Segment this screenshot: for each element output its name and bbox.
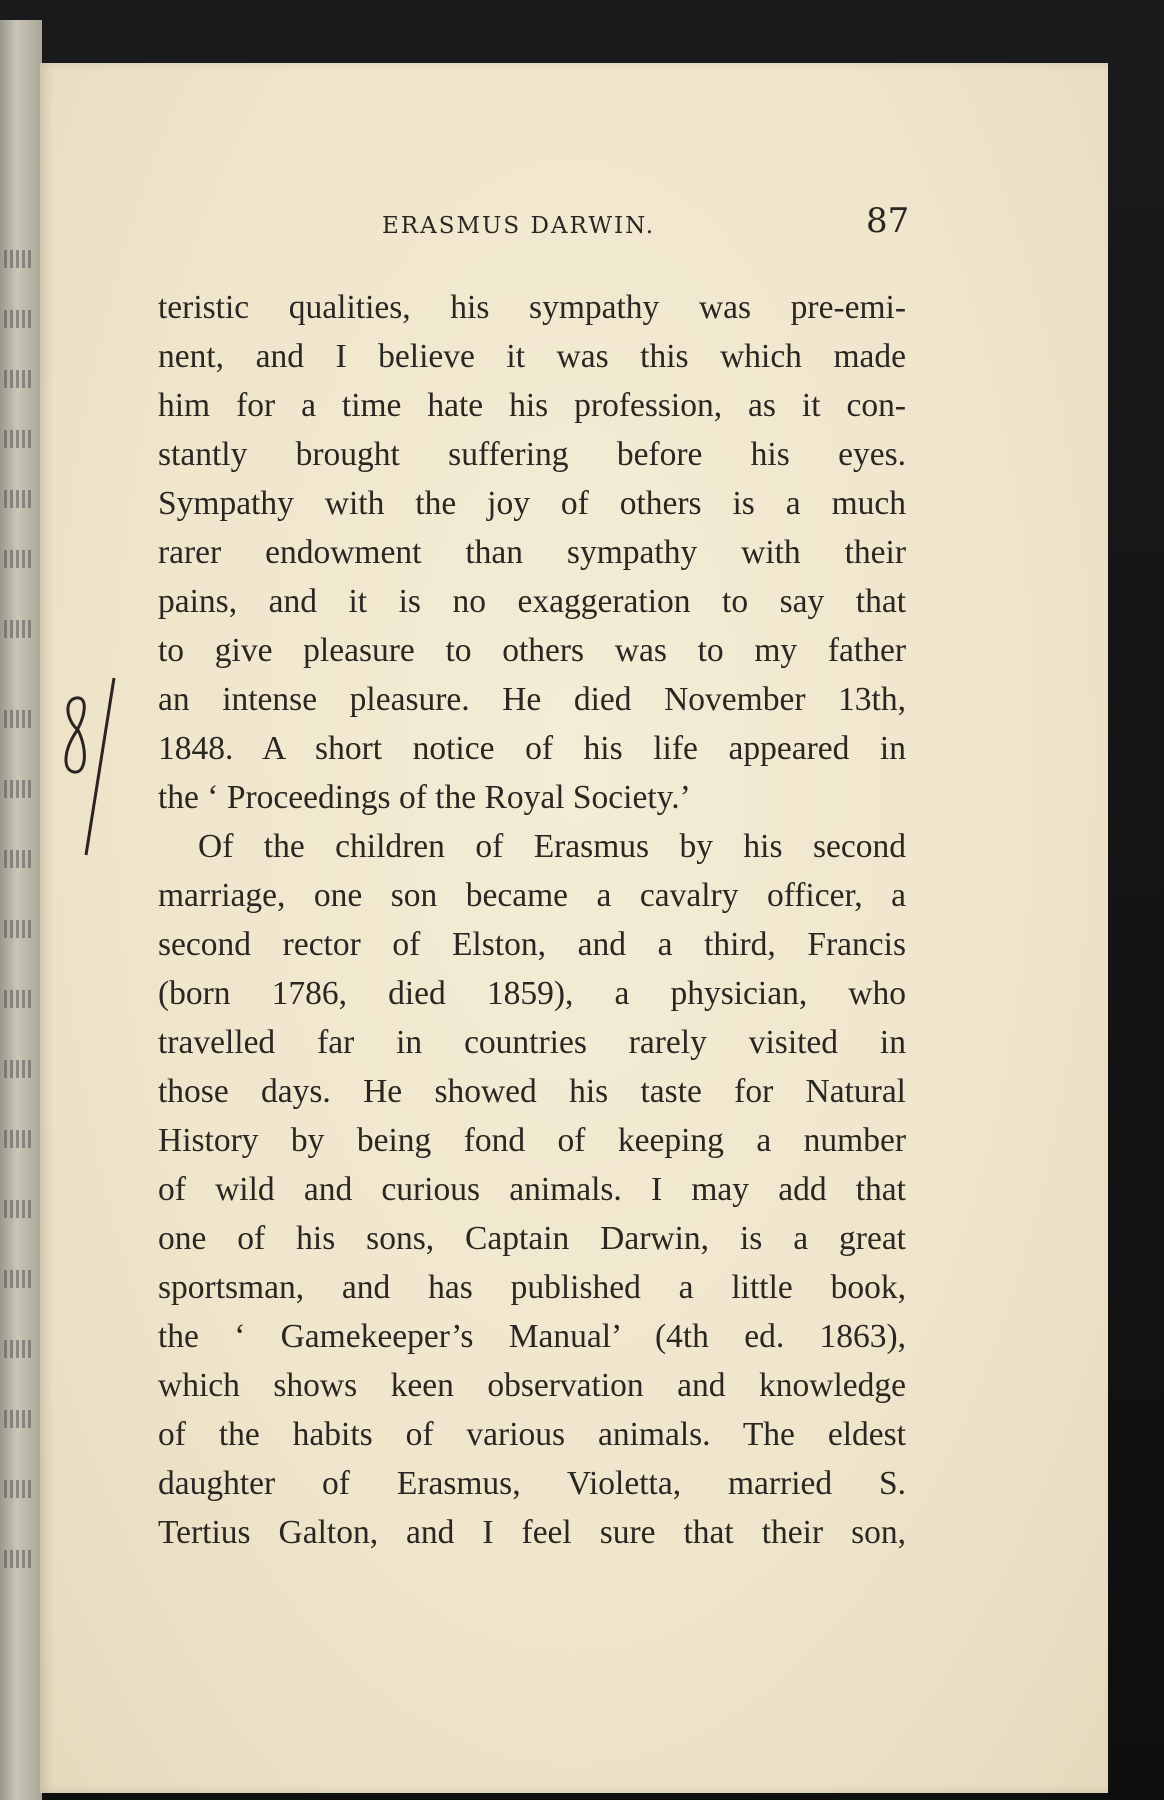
text-line: Of the children of Erasmus by his second — [198, 828, 906, 865]
running-title: ERASMUS DARWIN. — [382, 213, 656, 239]
page-number: 87 — [866, 201, 910, 241]
text-line: marriage, one son became a cavalry officer, a — [158, 877, 906, 914]
page-header — [0, 201, 1164, 247]
text-line: (born 1786, died 1859), a physician, who — [158, 975, 906, 1012]
text-line: of wild and curious animals. I may add that — [158, 1171, 906, 1208]
text-line: Sympathy with the joy of others is a much — [158, 485, 906, 522]
text-line: teristic qualities, his sympathy was pre-emi- — [158, 289, 906, 326]
text-line: daughter of Erasmus, Violetta, married S. — [158, 1465, 906, 1502]
text-line: of the habits of various animals. The eldest — [158, 1416, 906, 1453]
text-line: 1848. A short notice of his life appeared in — [158, 730, 906, 767]
text-line: Tertius Galton, and I feel sure that their son, — [158, 1514, 906, 1551]
text-line: stantly brought suffering before his eyes. — [158, 436, 906, 473]
text-line: one of his sons, Captain Darwin, is a great — [158, 1220, 906, 1257]
handwritten-margin-note — [56, 670, 126, 860]
text-line: pains, and it is no exaggeration to say that — [158, 583, 906, 620]
text-line: an intense pleasure. He died November 13th, — [158, 681, 906, 718]
text-line: him for a time hate his profession, as it con- — [158, 387, 906, 424]
text-line: which shows keen observation and knowledge — [158, 1367, 906, 1404]
text-line: those days. He showed his taste for Natural — [158, 1073, 906, 1110]
text-line: sportsman, and has published a little book, — [158, 1269, 906, 1306]
text-line: History by being fond of keeping a number — [158, 1122, 906, 1159]
facing-page-edge — [0, 20, 42, 1800]
text-line: the ‘ Gamekeeper’s Manual’ (4th ed. 1863), — [158, 1318, 906, 1355]
text-line: travelled far in countries rarely visited in — [158, 1024, 906, 1061]
text-line: nent, and I believe it was this which made — [158, 338, 906, 375]
text-line: second rector of Elston, and a third, Francis — [158, 926, 906, 963]
text-line: rarer endowment than sympathy with their — [158, 534, 906, 571]
body-text — [158, 283, 906, 1557]
text-line: the ‘ Proceedings of the Royal Society.’ — [158, 779, 691, 816]
text-line: to give pleasure to others was to my father — [158, 632, 906, 669]
